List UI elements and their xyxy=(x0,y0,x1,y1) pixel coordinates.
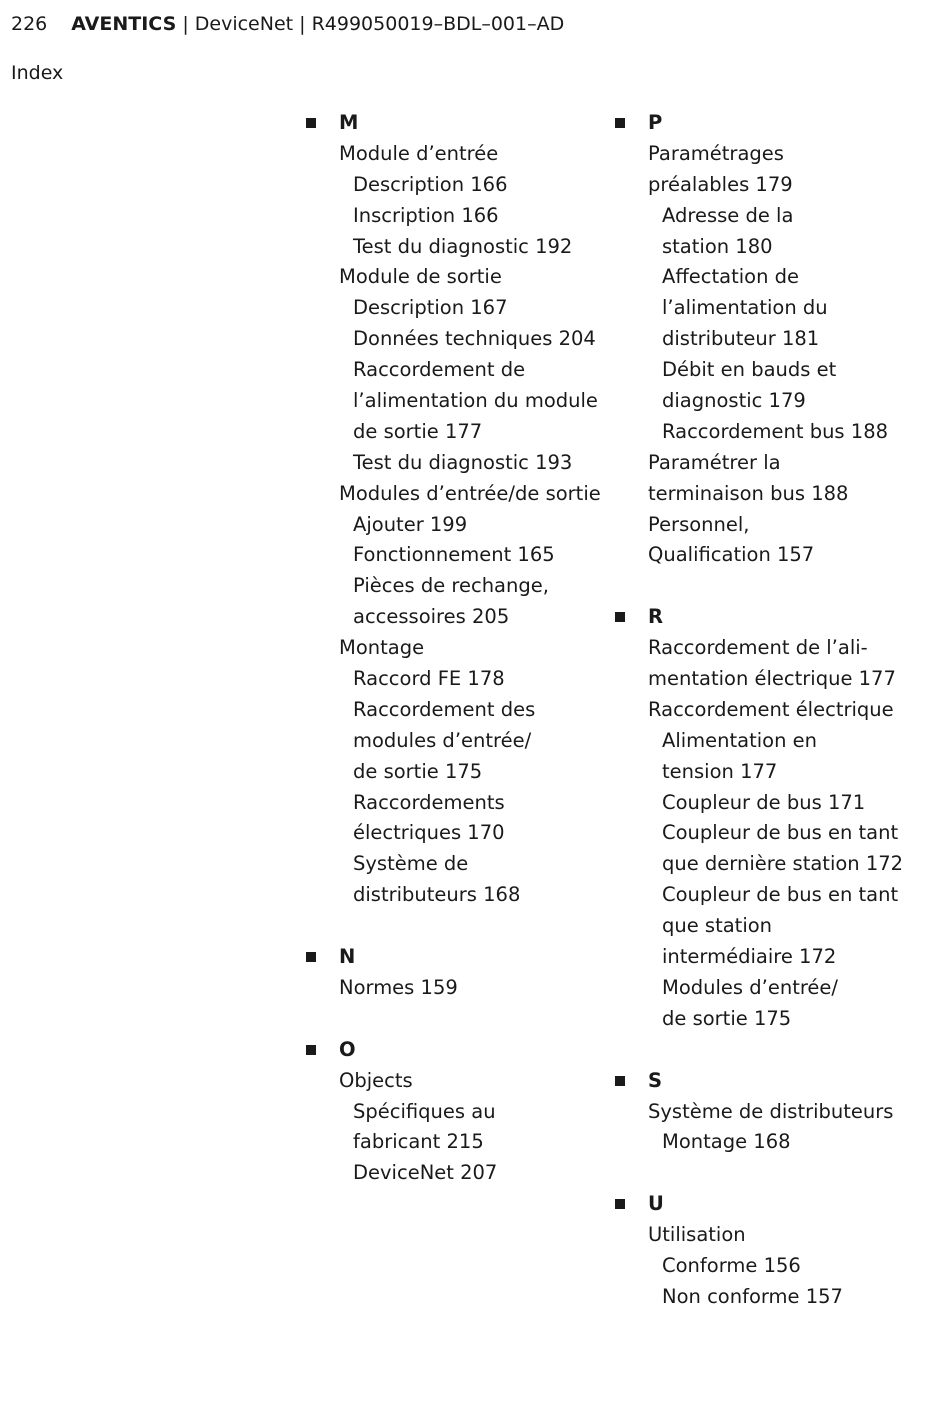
index-letter: R xyxy=(648,605,664,629)
index-entry: Paramétrages xyxy=(648,141,784,165)
index-entry: Modules d’entrée/de sortie xyxy=(339,481,601,505)
square-bullet-icon xyxy=(615,118,625,128)
index-entry: Personnel, xyxy=(648,512,750,536)
index-subentry: station 180 xyxy=(662,234,773,258)
index-entry: Utilisation xyxy=(648,1223,746,1247)
index-entry: préalables 179 xyxy=(648,172,793,196)
index-subentry: que dernière station 172 xyxy=(662,852,904,876)
index-letter: O xyxy=(339,1037,356,1061)
index-subentry: Raccordement bus 188 xyxy=(662,419,889,443)
brand-name: AVENTICS xyxy=(71,13,177,35)
page-header xyxy=(11,13,564,35)
index-letter: M xyxy=(339,111,359,134)
section-label: Index xyxy=(11,62,64,84)
index-group xyxy=(305,1035,605,1189)
index-entry: Objects xyxy=(339,1068,413,1092)
index-entry: Module d’entrée xyxy=(339,141,499,165)
index-subentry: intermédiaire 172 xyxy=(662,945,837,969)
index-subentry: Raccord FE 178 xyxy=(353,667,505,691)
index-letter-heading xyxy=(614,1066,944,1097)
index-entry: Raccordement électrique xyxy=(648,697,894,721)
index-group xyxy=(614,108,944,571)
index-letter-heading xyxy=(614,1189,944,1220)
square-bullet-icon xyxy=(306,1045,316,1055)
square-bullet-icon xyxy=(615,1199,625,1209)
index-letter: N xyxy=(339,945,356,969)
index-subentry: distributeurs 168 xyxy=(353,883,521,907)
index-subentry: modules d’entrée/ xyxy=(353,728,532,752)
index-letter-heading xyxy=(305,942,605,973)
product-name: DeviceNet xyxy=(194,13,294,35)
index-subentry: Non conforme 157 xyxy=(662,1284,843,1308)
index-letter: U xyxy=(648,1192,664,1216)
index-letter-heading xyxy=(614,602,944,633)
index-entry: Paramétrer la xyxy=(648,450,781,474)
index-subentry: Pièces de rechange, xyxy=(353,574,549,598)
index-subentry: Conforme 156 xyxy=(662,1253,801,1277)
group-spacer xyxy=(614,1158,944,1189)
index-subentry: Alimentation en xyxy=(662,728,818,752)
index-column-right xyxy=(614,108,944,1313)
square-bullet-icon xyxy=(615,1076,625,1086)
index-subentry: l’alimentation du module xyxy=(353,389,598,413)
index-subentry: Système de xyxy=(353,852,469,876)
page-number: 226 xyxy=(11,13,48,35)
index-subentry: Adresse de la xyxy=(662,203,794,227)
index-entry: Système de distributeurs xyxy=(648,1099,894,1123)
index-subentry: Description 167 xyxy=(353,296,508,320)
index-subentry: Montage 168 xyxy=(662,1130,791,1154)
index-group xyxy=(305,108,605,911)
index-subentry: Coupleur de bus 171 xyxy=(662,790,866,814)
index-subentry: fabricant 215 xyxy=(353,1130,484,1154)
index-subentry: diagnostic 179 xyxy=(662,389,806,413)
header-separator: | xyxy=(293,13,312,35)
index-entry: Normes 159 xyxy=(339,975,458,999)
document-id: R499050019–BDL–001–AD xyxy=(311,13,565,35)
group-spacer xyxy=(614,1035,944,1066)
index-entry: Module de sortie xyxy=(339,265,502,289)
index-letter-heading xyxy=(614,108,944,139)
index-subentry: Raccordements xyxy=(353,790,505,814)
index-entry: Raccordement de l’ali- xyxy=(648,636,868,660)
index-subentry: de sortie 175 xyxy=(353,759,483,783)
index-subentry: Coupleur de bus en tant xyxy=(662,821,899,845)
index-entry: Qualification 157 xyxy=(648,543,815,567)
index-subentry: Débit en bauds et xyxy=(662,358,837,382)
index-subentry: Spécifiques au xyxy=(353,1099,496,1123)
group-spacer xyxy=(614,571,944,602)
index-subentry: Ajouter 199 xyxy=(353,512,468,536)
index-subentry: Test du diagnostic 193 xyxy=(353,450,573,474)
index-letter-heading xyxy=(305,108,605,139)
index-subentry: DeviceNet 207 xyxy=(353,1161,498,1185)
index-column-left xyxy=(305,108,605,1189)
index-subentry: Raccordement de xyxy=(353,358,526,382)
group-spacer xyxy=(305,911,605,942)
index-group xyxy=(614,1189,944,1313)
index-subentry: l’alimentation du xyxy=(662,296,828,320)
index-subentry: Modules d’entrée/ xyxy=(662,975,838,999)
index-subentry: Test du diagnostic 192 xyxy=(353,234,573,258)
index-subentry: que station xyxy=(662,914,773,938)
index-subentry: Fonctionnement 165 xyxy=(353,543,555,567)
index-subentry: Description 166 xyxy=(353,172,508,196)
square-bullet-icon xyxy=(615,612,625,622)
square-bullet-icon xyxy=(306,118,316,128)
index-subentry: Affectation de xyxy=(662,265,800,289)
index-group xyxy=(305,942,605,1004)
index-entry: terminaison bus 188 xyxy=(648,481,849,505)
index-letter: P xyxy=(648,111,663,134)
index-subentry: Inscription 166 xyxy=(353,203,499,227)
index-subentry: accessoires 205 xyxy=(353,605,510,629)
index-subentry: de sortie 177 xyxy=(353,419,483,443)
index-group xyxy=(614,602,944,1034)
index-entry: mentation électrique 177 xyxy=(648,667,896,691)
square-bullet-icon xyxy=(306,952,316,962)
index-subentry: Données techniques 204 xyxy=(353,327,596,351)
index-subentry: distributeur 181 xyxy=(662,327,820,351)
group-spacer xyxy=(305,1004,605,1035)
index-group xyxy=(614,1066,944,1159)
index-letter-heading xyxy=(305,1035,605,1066)
index-subentry: Raccordement des xyxy=(353,697,536,721)
index-letter: S xyxy=(648,1068,663,1092)
index-subentry: de sortie 175 xyxy=(662,1006,792,1030)
index-subentry: Coupleur de bus en tant xyxy=(662,883,899,907)
index-subentry: électriques 170 xyxy=(353,821,505,845)
header-separator: | xyxy=(176,13,195,35)
index-entry: Montage xyxy=(339,636,425,660)
index-subentry: tension 177 xyxy=(662,759,778,783)
